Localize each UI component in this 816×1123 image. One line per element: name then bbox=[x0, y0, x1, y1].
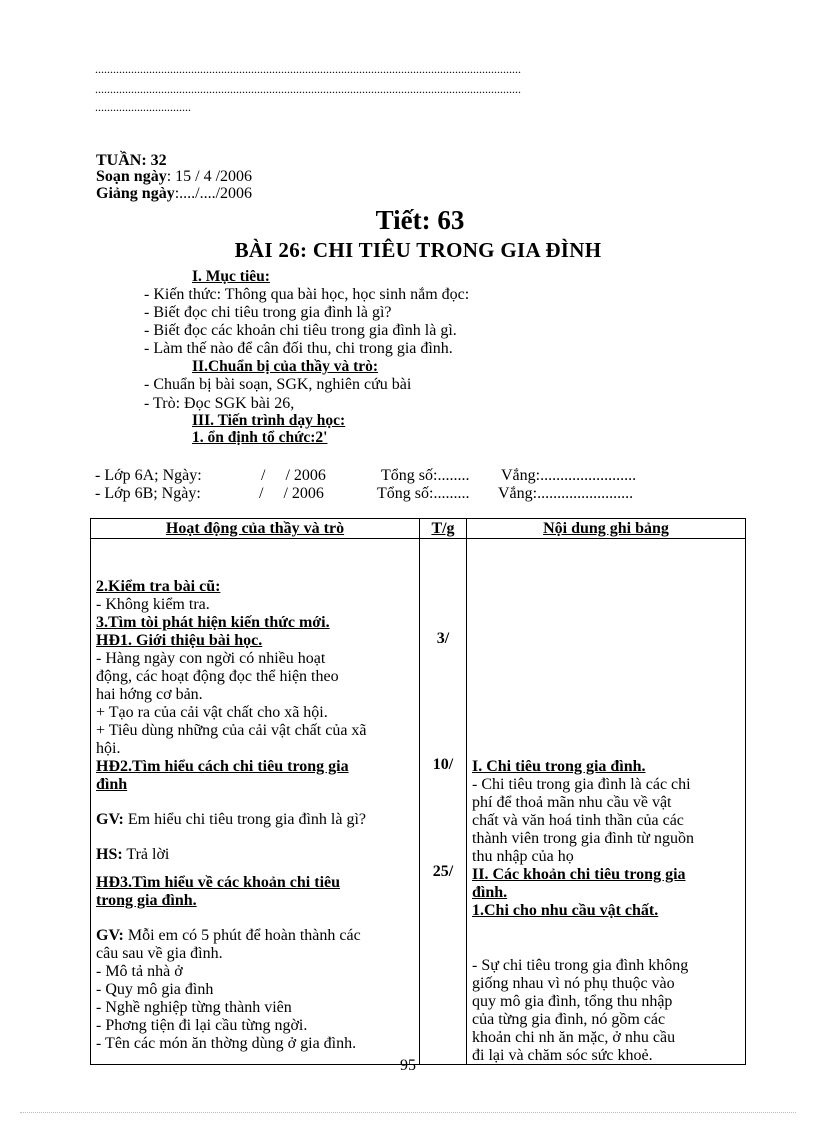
text-line: phí để thoả mãn nhu cầu về vật bbox=[472, 794, 672, 811]
objective-item: - Biết đọc các khoản chi tiêu trong gia đình là gì. bbox=[144, 322, 457, 339]
class-name: - Lớp 6B; Ngày: bbox=[95, 485, 201, 502]
class-row-6b bbox=[95, 485, 715, 505]
text-line: thành viên trong gia đình từ nguồn bbox=[472, 830, 694, 847]
preparation-item: - Trò: Đọc SGK bài 26, bbox=[144, 395, 295, 412]
section-heading: 2.Kiểm tra bài cũ: bbox=[96, 578, 221, 595]
class-total: Tổng số:........ bbox=[381, 467, 470, 484]
dotted-line-2: .............................................................................................................................................. bbox=[95, 82, 521, 96]
text-line: - Hàng ngày con ngời có nhiều hoạt bbox=[96, 650, 326, 667]
activity-heading: HĐ1. Giới thiệu bài học. bbox=[96, 632, 263, 649]
text-line: chất và văn hoá tinh thần của các bbox=[472, 812, 684, 829]
class-name: - Lớp 6A; Ngày: bbox=[95, 467, 202, 484]
column-header-content: Nội dung ghi bảng bbox=[467, 519, 746, 539]
column-header-time: T/g bbox=[420, 519, 467, 539]
text-line: - Phơng tiện đi lại cầu từng ngời. bbox=[96, 1017, 308, 1034]
text-line: động, các hoạt động đọc thể hiện theo bbox=[96, 668, 339, 685]
time-cell bbox=[420, 539, 467, 1065]
text-line: của từng gia đình, nó gồm các bbox=[472, 1011, 666, 1028]
text-line: + Tạo ra của cải vật chất cho xã hội. bbox=[96, 704, 328, 721]
text-line: hội. bbox=[96, 740, 121, 757]
objective-item: - Làm thế nào để cân đối thu, chi trong gia đình. bbox=[144, 340, 453, 357]
table-row bbox=[91, 539, 746, 1065]
text-line: - Tên các món ăn thờng dùng ở gia đình. bbox=[96, 1035, 357, 1052]
week-label: TUẦN: 32 bbox=[96, 152, 167, 169]
organization-heading: 1. ổn định tổ chức:2' bbox=[192, 429, 328, 446]
time-value: 25/ bbox=[432, 863, 454, 880]
table-header-row bbox=[91, 519, 746, 539]
lesson-title: BÀI 26: CHI TIÊU TRONG GIA ĐÌNH bbox=[234, 238, 602, 262]
question-line: GV: Mỗi em có 5 phút để hoàn thành các bbox=[96, 927, 361, 944]
activity-heading: HĐ3.Tìm hiểu về các khoản chi tiêu bbox=[96, 874, 341, 891]
section-heading: 3.Tìm tòi phát hiện kiến thức mới. bbox=[96, 614, 330, 631]
objective-item: - Biết đọc chi tiêu trong gia đình là gì? bbox=[144, 304, 392, 321]
text-line: đi lại và chăm sóc sức khoẻ. bbox=[472, 1047, 653, 1064]
text-line: - Mô tả nhà ở bbox=[96, 963, 183, 980]
content-heading: I. Chi tiêu trong gia đình. bbox=[472, 758, 646, 775]
content-cell bbox=[467, 539, 746, 1065]
content-heading: đình. bbox=[472, 884, 508, 901]
activity-heading: trong gia đình. bbox=[96, 892, 197, 909]
prepared-date: Soạn ngày: 15 / 4 /2006 bbox=[96, 168, 253, 185]
class-row-6a bbox=[95, 467, 715, 487]
text-line: giống nhau vì nó phụ thuộc vào bbox=[472, 975, 675, 992]
time-value: 10/ bbox=[432, 756, 454, 773]
content-subheading: 1.Chi cho nhu cầu vật chất. bbox=[472, 902, 659, 919]
class-date: / / 2006 bbox=[261, 467, 326, 484]
lesson-table bbox=[90, 518, 746, 1065]
question-line: GV: Em hiểu chi tiêu trong gia đình là gì? bbox=[96, 811, 367, 828]
content-heading: II. Các khoản chi tiêu trong gia bbox=[472, 866, 686, 883]
activity-heading: HĐ2.Tìm hiểu cách chi tiêu trong gia bbox=[96, 758, 349, 775]
class-date: / / 2006 bbox=[259, 485, 324, 502]
text-line: - Quy mô gia đình bbox=[96, 981, 214, 998]
time-value: 3/ bbox=[436, 630, 450, 647]
text-line: câu sau về gia đình. bbox=[96, 945, 223, 962]
answer-line: HS: Trả lời bbox=[96, 846, 170, 863]
activities-cell bbox=[91, 539, 420, 1065]
preparation-heading: II.Chuẩn bị của thầy và trò: bbox=[192, 358, 379, 375]
objectives-heading: I. Mục tiêu: bbox=[192, 268, 270, 285]
dotted-line-1: .............................................................................................................................................. bbox=[95, 62, 521, 76]
objective-item: - Kiến thức: Thông qua bài học, học sinh nắm đọc: bbox=[144, 286, 470, 303]
text-line: thu nhập của họ bbox=[472, 848, 574, 865]
text-line: quy mô gia đình, tổng thu nhập bbox=[472, 993, 673, 1010]
page-bottom-rule bbox=[20, 1112, 796, 1113]
preparation-item: - Chuẩn bị bài soạn, SGK, nghiên cứu bài bbox=[144, 376, 412, 393]
text-line: hai hớng cơ bản. bbox=[96, 686, 203, 703]
class-absent: Vắng:........................ bbox=[501, 467, 637, 484]
text-line: - Nghề nghiệp từng thành viên bbox=[96, 999, 292, 1016]
process-heading: III. Tiến trình dạy học: bbox=[192, 412, 346, 429]
page-number: 95 bbox=[400, 1057, 416, 1074]
text-line: + Tiêu dùng những của cải vật chất của xã bbox=[96, 722, 367, 739]
activity-heading: đình bbox=[96, 776, 128, 793]
text-line: - Không kiểm tra. bbox=[96, 596, 210, 613]
text-line: - Chi tiêu trong gia đình là các chi bbox=[472, 776, 691, 793]
period-title: Tiết: 63 bbox=[375, 205, 465, 235]
class-total: Tổng số:......... bbox=[377, 485, 470, 502]
text-line: - Sự chi tiêu trong gia đình không bbox=[472, 957, 689, 974]
column-header-activities: Hoạt động của thầy và trò bbox=[91, 519, 420, 539]
text-line: khoản chi nh ăn mặc, ở nhu cầu bbox=[472, 1029, 676, 1046]
dotted-line-3: ................................ bbox=[95, 100, 191, 114]
teaching-date: Giảng ngày:..../..../2006 bbox=[96, 185, 253, 202]
class-absent: Vắng:........................ bbox=[498, 485, 634, 502]
